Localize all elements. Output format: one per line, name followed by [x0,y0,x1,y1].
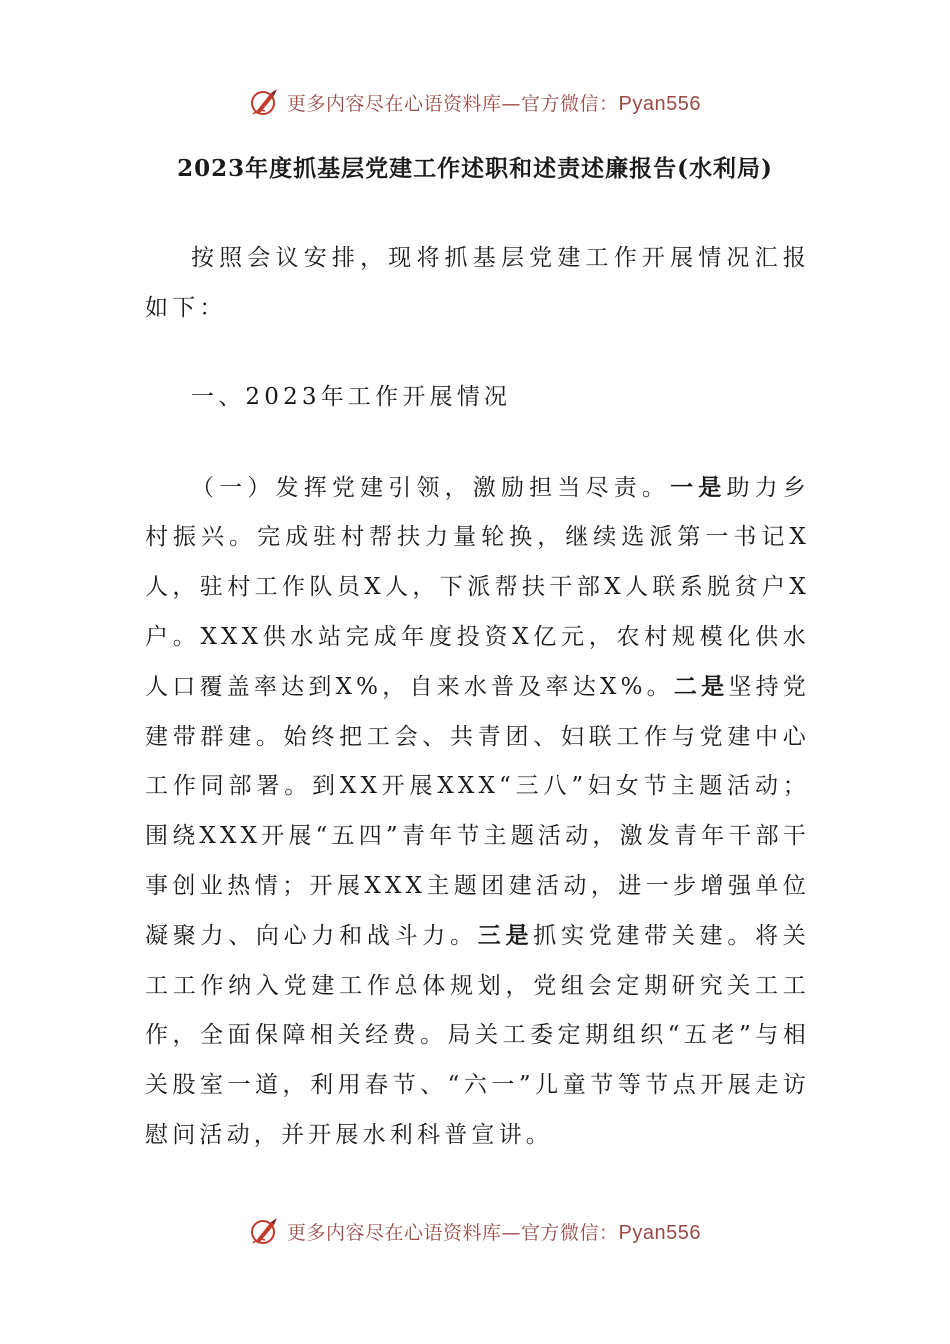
wechat-id: Pyan556 [618,1221,701,1244]
pen-feather-logo-icon [249,1216,279,1246]
wechat-id: Pyan556 [618,92,701,115]
document-title: 2023年度抓基层党建工作述职和述责述廉报告(水利局) [177,155,773,182]
pen-feather-logo-icon [249,87,279,117]
document-body [145,234,810,1160]
banner-text: 更多内容尽在心语资料库—官方微信：Pyan556 [287,1221,701,1244]
item-3-text: 抓实党建带关建。将关工工作纳入党建工作总体规划，党组会定期研究关工工作，全面保障相关经费。局关工委定期组织“五老”与相关股室一道，利用春节、“六一”儿童节等节点开展走访慰问活动，并开展水利科普宣讲。 [145,923,811,1148]
item-2-label: 二是 [673,673,729,701]
item-2-text: 坚持党建带群建。始终把工会、共青团、妇联工作与党建中心工作同部署。到XX开展XXX“三八”妇女节主题活动；围绕XXX开展“五四”青年节主题活动，激发青年干部干事创业热情；开展XXX主题团建活动，进一步增强单位凝聚力、向心力和战斗力。 [145,674,810,950]
header-banner [0,82,950,122]
paragraph-lead: （一）发挥党建引领，激励担当尽责。 [191,474,671,501]
intro-paragraph: 按照会议安排，现将抓基层党建工作开展情况汇报如下： [145,245,810,321]
section-heading: 一、2023年工作开展情况 [191,384,512,411]
item-3-label: 三是 [477,922,534,950]
banner-text: 更多内容尽在心语资料库—官方微信：Pyan556 [287,92,701,115]
item-1-text: 助力乡村振兴。完成驻村帮扶力量轮换，继续选派第一书记X人，驻村工作队员X人，下派帮扶干部X人联系脱贫户X户。XXX供水站完成年度投资X亿元，农村规模化供水人口覆盖率达到X%，自来水普及率达X%。 [145,474,810,701]
paragraph-1 [145,463,810,1160]
item-1-label: 一是 [670,473,727,501]
footer-banner [0,1211,950,1251]
